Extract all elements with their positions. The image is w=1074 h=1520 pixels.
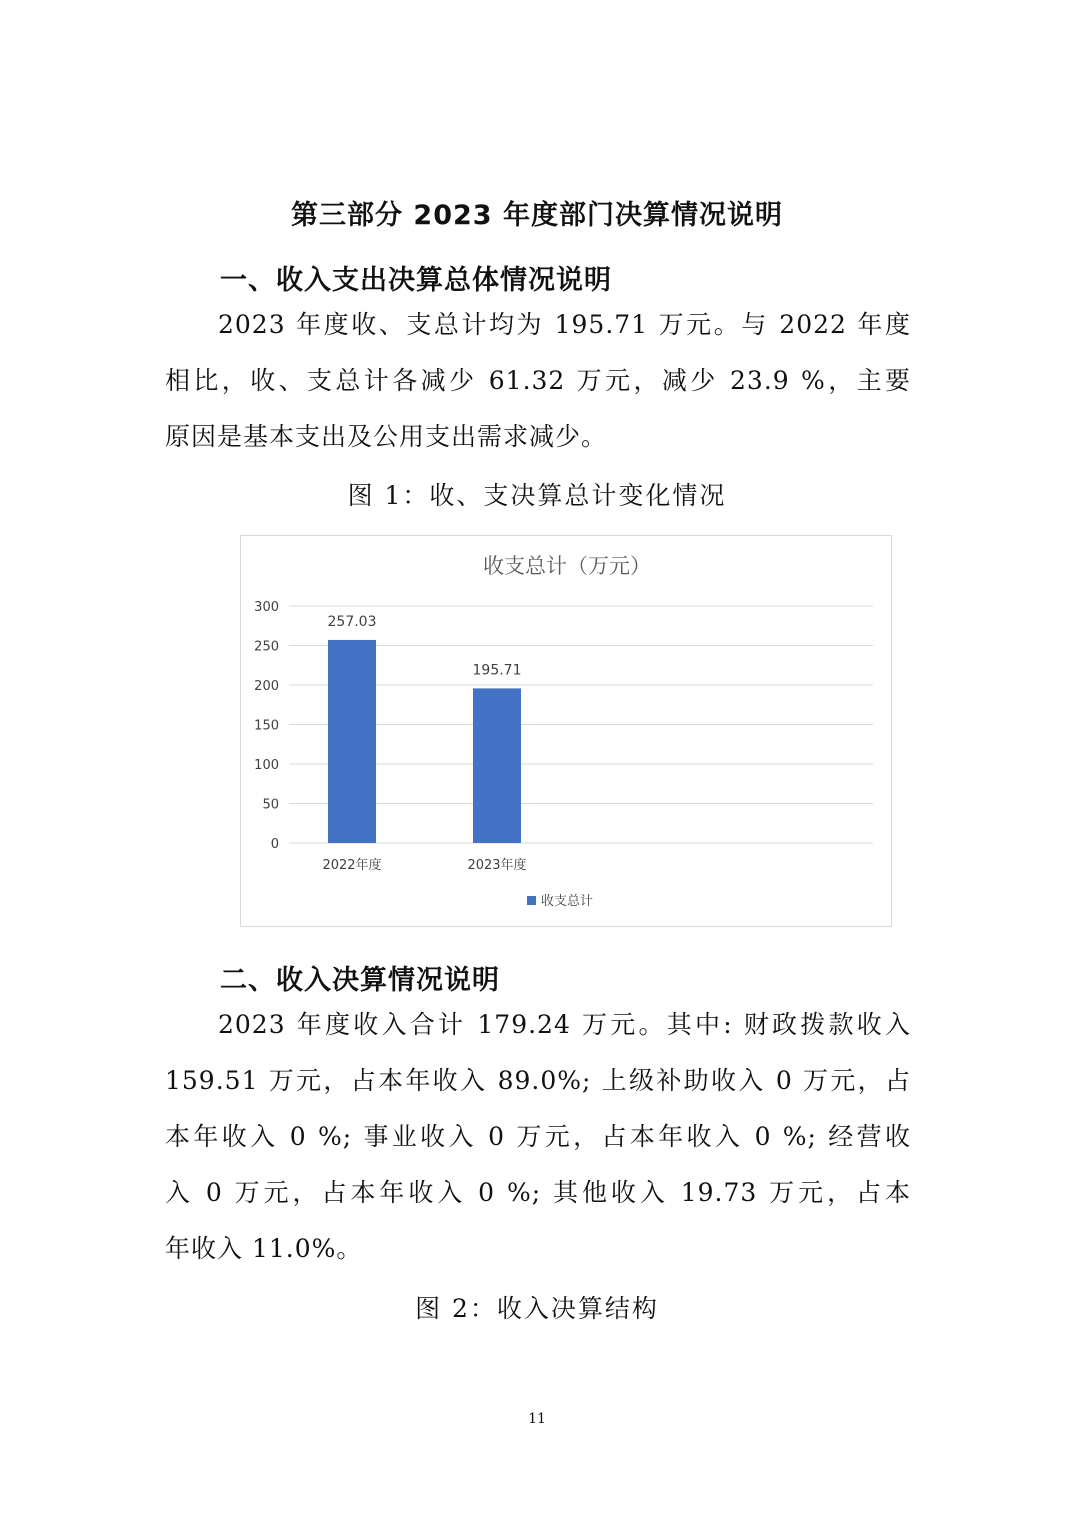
y-tick-label: 0: [270, 837, 279, 852]
bar-chart: [241, 536, 893, 928]
section-heading-income-expense: 一、收入支出决算总体情况说明: [220, 265, 612, 296]
chart-title: 收支总计（万元）: [483, 554, 651, 578]
legend-label: 收支总计: [541, 894, 594, 909]
y-tick-label: 50: [262, 797, 279, 813]
paragraph-line: 本年收入 0 %; 事业收入 0 万元，占本年收入 0 %; 经营收: [165, 1122, 911, 1151]
y-tick-label: 150: [254, 718, 279, 734]
legend-swatch: [527, 896, 536, 905]
data-label: 257.03: [327, 613, 377, 630]
paragraph-line: 2023 年度收入合计 179.24 万元。其中: 财政拨款收入: [218, 1010, 911, 1039]
paragraph-line: 年收入 11.0%。: [165, 1234, 363, 1263]
x-tick-label: 2022年度: [322, 858, 382, 873]
bar: [328, 640, 376, 843]
y-tick-label: 200: [254, 679, 279, 694]
y-tick-label: 250: [254, 639, 279, 655]
bar: [473, 688, 521, 843]
paragraph-line: 入 0 万元，占本年收入 0 %; 其他收入 19.73 万元，占本: [165, 1178, 911, 1207]
figure-caption: 图 2：收入决算结构: [415, 1294, 659, 1323]
chart-frame: [240, 535, 892, 927]
page-number: 11: [528, 1411, 546, 1427]
page-title: 第三部分 2023 年度部门决算情况说明: [291, 200, 783, 231]
y-tick-label: 100: [254, 758, 279, 773]
paragraph-line: 原因是基本支出及公用支出需求减少。: [165, 422, 608, 451]
paragraph-line: 相比，收、支总计各减少 61.32 万元，减少 23.9 %，主要: [165, 366, 911, 395]
figure-caption: 图 1：收、支决算总计变化情况: [347, 481, 727, 510]
paragraph-line: 159.51 万元，占本年收入 89.0%; 上级补助收入 0 万元，占: [165, 1066, 911, 1095]
x-tick-label: 2023年度: [467, 858, 527, 873]
y-tick-label: 300: [254, 600, 279, 615]
paragraph-line: 2023 年度收、支总计均为 195.71 万元。与 2022 年度: [218, 310, 911, 339]
section-heading-income: 二、收入决算情况说明: [220, 965, 500, 996]
data-label: 195.71: [472, 662, 522, 679]
